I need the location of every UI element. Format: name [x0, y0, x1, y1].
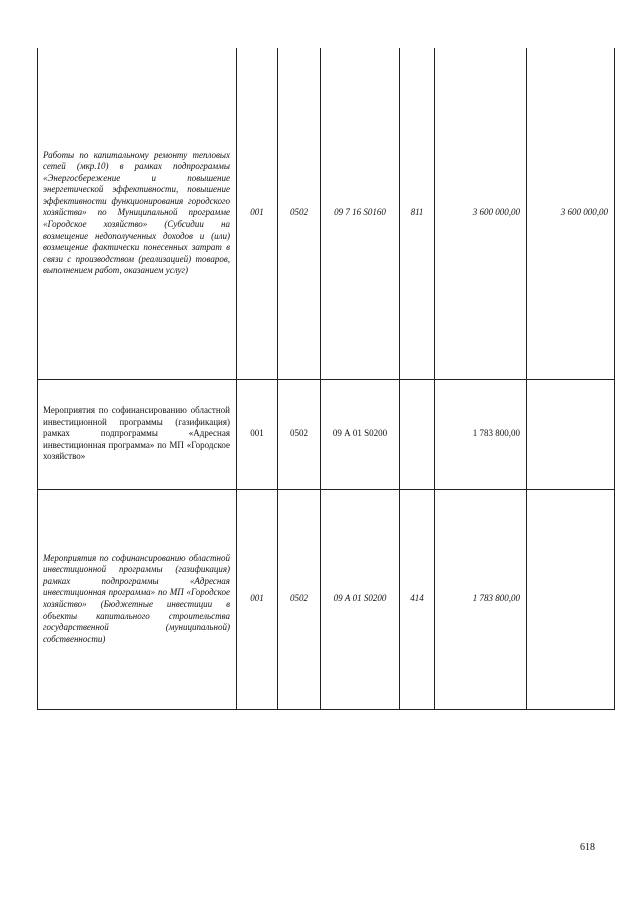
row-amount-1: 3 600 000,00 — [435, 48, 527, 379]
row-amount-2 — [527, 379, 615, 489]
row-expense-type: 414 — [400, 489, 435, 709]
row-description: Мероприятия по софинансированию областной инвестиционной программы (газификация) рамках подпрограммы «Адресная инвестиционная программа» по МП «Городское хозяйство» — [38, 379, 237, 489]
row-section: 0502 — [278, 489, 321, 709]
table-row — [38, 48, 615, 379]
row-amount-2: 3 600 000,00 — [527, 48, 615, 379]
budget-table — [37, 48, 615, 710]
row-target: 09 7 16 S0160 — [321, 48, 400, 379]
row-section: 0502 — [278, 48, 321, 379]
row-section: 0502 — [278, 379, 321, 489]
row-target: 09 А 01 S0200 — [321, 379, 400, 489]
table-row — [38, 379, 615, 489]
row-code: 001 — [237, 48, 278, 379]
row-amount-1: 1 783 800,00 — [435, 489, 527, 709]
page-number: 618 — [580, 842, 595, 853]
row-amount-2 — [527, 489, 615, 709]
row-code: 001 — [237, 379, 278, 489]
row-amount-1: 1 783 800,00 — [435, 379, 527, 489]
row-expense-type: 811 — [400, 48, 435, 379]
row-description: Мероприятия по софинансированию областной инвестиционной программы (газификация) рамках подпрограммы «Адресная инвестиционная программа» по МП «Городское хозяйство» (Бюджетные инвестиции в объекты капитального строительства государственной (муниципальной) собственности) — [38, 489, 237, 709]
row-description: Работы по капитальному ремонту тепловых сетей (мкр.10) в рамках подпрограммы «Энергосбережение и повышение энергетической эффективности, повышение эффективности функционирования городского хозяйства» по Муниципальной программе «Городское хозяйство» (Субсидии на возмещение недополученных доходов и (или) возмещение фактически понесенных затрат в связи с производством (реализацией) товаров, выполнением работ, оказанием услуг) — [38, 48, 237, 379]
table-row — [38, 489, 615, 709]
row-code: 001 — [237, 489, 278, 709]
row-target: 09 А 01 S0200 — [321, 489, 400, 709]
row-expense-type — [400, 379, 435, 489]
